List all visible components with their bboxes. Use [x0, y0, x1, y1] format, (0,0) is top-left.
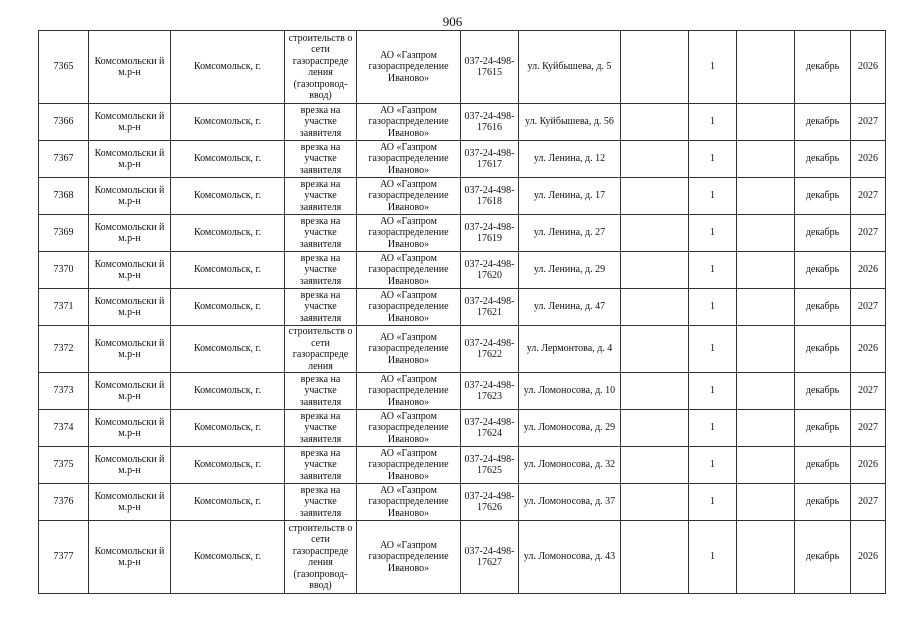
month-cell: декабрь	[795, 521, 851, 594]
table-row	[39, 484, 886, 521]
organization-cell: АО «Газпром газораспределение Иваново»	[357, 31, 461, 104]
row-number: 7365	[39, 31, 89, 104]
table-row	[39, 289, 886, 326]
locality-cell: Комсомольск, г.	[171, 373, 285, 410]
count-cell: 1	[689, 289, 737, 326]
organization-cell: АО «Газпром газораспределение Иваново»	[357, 178, 461, 215]
district-cell: Комсомольски й м.р-н	[89, 373, 171, 410]
address-cell: ул. Ленина, д. 12	[519, 141, 621, 178]
work-type-cell: строительств о сети газораспреде ления	[285, 326, 357, 373]
work-type-cell: врезка на участке заявителя	[285, 141, 357, 178]
year-cell: 2027	[851, 104, 886, 141]
organization-cell: АО «Газпром газораспределение Иваново»	[357, 289, 461, 326]
month-cell: декабрь	[795, 447, 851, 484]
row-number: 7377	[39, 521, 89, 594]
count-cell: 1	[689, 410, 737, 447]
code-cell: 037-24-498-17618	[461, 178, 519, 215]
empty-cell	[621, 326, 689, 373]
work-type-cell: врезка на участке заявителя	[285, 252, 357, 289]
address-cell: ул. Ленина, д. 47	[519, 289, 621, 326]
address-cell: ул. Ленина, д. 29	[519, 252, 621, 289]
organization-cell: АО «Газпром газораспределение Иваново»	[357, 521, 461, 594]
district-cell: Комсомольски й м.р-н	[89, 326, 171, 373]
empty-cell	[737, 373, 795, 410]
count-cell: 1	[689, 373, 737, 410]
work-type-cell: врезка на участке заявителя	[285, 104, 357, 141]
organization-cell: АО «Газпром газораспределение Иваново»	[357, 326, 461, 373]
year-cell: 2027	[851, 215, 886, 252]
code-cell: 037-24-498-17627	[461, 521, 519, 594]
month-cell: декабрь	[795, 178, 851, 215]
address-cell: ул. Ленина, д. 27	[519, 215, 621, 252]
district-cell: Комсомольски й м.р-н	[89, 178, 171, 215]
locality-cell: Комсомольск, г.	[171, 484, 285, 521]
empty-cell	[737, 178, 795, 215]
organization-cell: АО «Газпром газораспределение Иваново»	[357, 141, 461, 178]
year-cell: 2027	[851, 178, 886, 215]
code-cell: 037-24-498-17620	[461, 252, 519, 289]
table-row	[39, 104, 886, 141]
row-number: 7368	[39, 178, 89, 215]
count-cell: 1	[689, 326, 737, 373]
organization-cell: АО «Газпром газораспределение Иваново»	[357, 215, 461, 252]
code-cell: 037-24-498-17626	[461, 484, 519, 521]
row-number: 7376	[39, 484, 89, 521]
count-cell: 1	[689, 252, 737, 289]
empty-cell	[737, 521, 795, 594]
table-row	[39, 326, 886, 373]
empty-cell	[737, 447, 795, 484]
table-row	[39, 447, 886, 484]
empty-cell	[621, 521, 689, 594]
locality-cell: Комсомольск, г.	[171, 289, 285, 326]
empty-cell	[737, 215, 795, 252]
work-type-cell: врезка на участке заявителя	[285, 373, 357, 410]
month-cell: декабрь	[795, 373, 851, 410]
count-cell: 1	[689, 447, 737, 484]
code-cell: 037-24-498-17621	[461, 289, 519, 326]
work-type-cell: врезка на участке заявителя	[285, 410, 357, 447]
code-cell: 037-24-498-17617	[461, 141, 519, 178]
row-number: 7366	[39, 104, 89, 141]
table-row	[39, 521, 886, 594]
empty-cell	[621, 289, 689, 326]
table-row	[39, 31, 886, 104]
work-type-cell: строительств о сети газораспреде ления (газопровод-ввод)	[285, 31, 357, 104]
code-cell: 037-24-498-17625	[461, 447, 519, 484]
empty-cell	[737, 104, 795, 141]
address-cell: ул. Куйбышева, д. 56	[519, 104, 621, 141]
count-cell: 1	[689, 104, 737, 141]
code-cell: 037-24-498-17624	[461, 410, 519, 447]
locality-cell: Комсомольск, г.	[171, 410, 285, 447]
district-cell: Комсомольски й м.р-н	[89, 252, 171, 289]
code-cell: 037-24-498-17622	[461, 326, 519, 373]
work-type-cell: врезка на участке заявителя	[285, 215, 357, 252]
table-body	[39, 31, 886, 594]
address-cell: ул. Ломоносова, д. 29	[519, 410, 621, 447]
row-number: 7371	[39, 289, 89, 326]
district-cell: Комсомольски й м.р-н	[89, 521, 171, 594]
count-cell: 1	[689, 215, 737, 252]
month-cell: декабрь	[795, 289, 851, 326]
work-type-cell: врезка на участке заявителя	[285, 484, 357, 521]
organization-cell: АО «Газпром газораспределение Иваново»	[357, 373, 461, 410]
empty-cell	[737, 289, 795, 326]
empty-cell	[737, 410, 795, 447]
row-number: 7367	[39, 141, 89, 178]
district-cell: Комсомольски й м.р-н	[89, 104, 171, 141]
year-cell: 2026	[851, 252, 886, 289]
registry-table	[38, 30, 886, 594]
table-row	[39, 215, 886, 252]
table-row	[39, 410, 886, 447]
address-cell: ул. Лермонтова, д. 4	[519, 326, 621, 373]
district-cell: Комсомольски й м.р-н	[89, 141, 171, 178]
table-row	[39, 373, 886, 410]
year-cell: 2027	[851, 410, 886, 447]
year-cell: 2026	[851, 31, 886, 104]
month-cell: декабрь	[795, 141, 851, 178]
address-cell: ул. Ломоносова, д. 10	[519, 373, 621, 410]
empty-cell	[621, 484, 689, 521]
locality-cell: Комсомольск, г.	[171, 521, 285, 594]
locality-cell: Комсомольск, г.	[171, 252, 285, 289]
empty-cell	[621, 252, 689, 289]
count-cell: 1	[689, 141, 737, 178]
month-cell: декабрь	[795, 484, 851, 521]
month-cell: декабрь	[795, 410, 851, 447]
district-cell: Комсомольски й м.р-н	[89, 289, 171, 326]
organization-cell: АО «Газпром газораспределение Иваново»	[357, 447, 461, 484]
address-cell: ул. Ломоносова, д. 43	[519, 521, 621, 594]
year-cell: 2026	[851, 447, 886, 484]
address-cell: ул. Ленина, д. 17	[519, 178, 621, 215]
empty-cell	[621, 410, 689, 447]
work-type-cell: врезка на участке заявителя	[285, 178, 357, 215]
code-cell: 037-24-498-17616	[461, 104, 519, 141]
month-cell: декабрь	[795, 252, 851, 289]
count-cell: 1	[689, 484, 737, 521]
count-cell: 1	[689, 178, 737, 215]
empty-cell	[737, 484, 795, 521]
work-type-cell: врезка на участке заявителя	[285, 447, 357, 484]
locality-cell: Комсомольск, г.	[171, 31, 285, 104]
table-row	[39, 141, 886, 178]
year-cell: 2027	[851, 289, 886, 326]
locality-cell: Комсомольск, г.	[171, 104, 285, 141]
organization-cell: АО «Газпром газораспределение Иваново»	[357, 410, 461, 447]
empty-cell	[621, 215, 689, 252]
page-number: 906	[442, 14, 463, 29]
month-cell: декабрь	[795, 215, 851, 252]
locality-cell: Комсомольск, г.	[171, 447, 285, 484]
empty-cell	[737, 141, 795, 178]
table-row	[39, 252, 886, 289]
district-cell: Комсомольски й м.р-н	[89, 215, 171, 252]
locality-cell: Комсомольск, г.	[171, 178, 285, 215]
year-cell: 2027	[851, 373, 886, 410]
row-number: 7372	[39, 326, 89, 373]
month-cell: декабрь	[795, 31, 851, 104]
row-number: 7369	[39, 215, 89, 252]
work-type-cell: строительств о сети газораспреде ления (газопровод-ввод)	[285, 521, 357, 594]
empty-cell	[621, 373, 689, 410]
row-number: 7370	[39, 252, 89, 289]
empty-cell	[737, 326, 795, 373]
locality-cell: Комсомольск, г.	[171, 326, 285, 373]
month-cell: декабрь	[795, 104, 851, 141]
organization-cell: АО «Газпром газораспределение Иваново»	[357, 104, 461, 141]
empty-cell	[621, 141, 689, 178]
locality-cell: Комсомольск, г.	[171, 215, 285, 252]
month-cell: декабрь	[795, 326, 851, 373]
empty-cell	[621, 104, 689, 141]
count-cell: 1	[689, 31, 737, 104]
year-cell: 2026	[851, 326, 886, 373]
address-cell: ул. Ломоносова, д. 32	[519, 447, 621, 484]
empty-cell	[737, 252, 795, 289]
work-type-cell: врезка на участке заявителя	[285, 289, 357, 326]
row-number: 7373	[39, 373, 89, 410]
address-cell: ул. Куйбышева, д. 5	[519, 31, 621, 104]
empty-cell	[621, 447, 689, 484]
district-cell: Комсомольски й м.р-н	[89, 447, 171, 484]
count-cell: 1	[689, 521, 737, 594]
district-cell: Комсомольски й м.р-н	[89, 484, 171, 521]
code-cell: 037-24-498-17619	[461, 215, 519, 252]
locality-cell: Комсомольск, г.	[171, 141, 285, 178]
address-cell: ул. Ломоносова, д. 37	[519, 484, 621, 521]
table-row	[39, 178, 886, 215]
empty-cell	[621, 31, 689, 104]
organization-cell: АО «Газпром газораспределение Иваново»	[357, 484, 461, 521]
organization-cell: АО «Газпром газораспределение Иваново»	[357, 252, 461, 289]
district-cell: Комсомольски й м.р-н	[89, 410, 171, 447]
row-number: 7374	[39, 410, 89, 447]
row-number: 7375	[39, 447, 89, 484]
year-cell: 2027	[851, 484, 886, 521]
year-cell: 2026	[851, 141, 886, 178]
code-cell: 037-24-498-17623	[461, 373, 519, 410]
year-cell: 2026	[851, 521, 886, 594]
code-cell: 037-24-498-17615	[461, 31, 519, 104]
empty-cell	[621, 178, 689, 215]
empty-cell	[737, 31, 795, 104]
district-cell: Комсомольски й м.р-н	[89, 31, 171, 104]
